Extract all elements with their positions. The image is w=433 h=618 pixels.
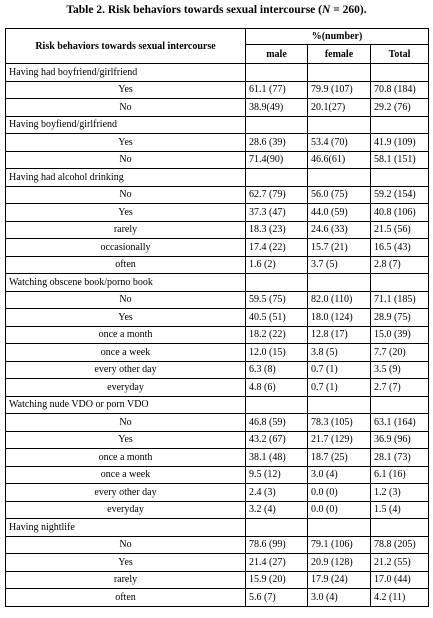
section-title: Having boyfiend/girlfriend — [6, 116, 246, 134]
male-value: 5.6 (7) — [246, 589, 308, 607]
empty-cell — [246, 519, 308, 537]
male-value: 9.5 (12) — [246, 466, 308, 484]
male-value: 40.5 (51) — [246, 309, 308, 327]
table-row — [6, 204, 429, 222]
section-title: Having had boyfriend/girlfriend — [6, 64, 246, 82]
female-value: 21.7 (129) — [308, 431, 371, 449]
empty-cell — [308, 116, 371, 134]
empty-cell — [246, 396, 308, 414]
section-row — [6, 64, 429, 82]
row-label: often — [6, 589, 246, 607]
table-row — [6, 379, 429, 397]
female-value: 82.0 (110) — [308, 291, 371, 309]
male-value: 28.6 (39) — [246, 134, 308, 152]
table-row — [6, 291, 429, 309]
header-total: Total — [371, 45, 429, 64]
row-label: often — [6, 256, 246, 274]
total-value: 21.2 (55) — [371, 554, 429, 572]
male-value: 12.0 (15) — [246, 344, 308, 362]
total-value: 2.8 (7) — [371, 256, 429, 274]
male-value: 37.3 (47) — [246, 204, 308, 222]
section-title: Watching obscene book/porno book — [6, 274, 246, 292]
table-row — [6, 589, 429, 607]
header-female: female — [308, 45, 371, 64]
female-value: 0.7 (1) — [308, 379, 371, 397]
table-row — [6, 361, 429, 379]
female-value: 0.0 (0) — [308, 484, 371, 502]
empty-cell — [371, 274, 429, 292]
female-value: 12.8 (17) — [308, 326, 371, 344]
female-value: 18.7 (25) — [308, 449, 371, 467]
female-value: 78.3 (105) — [308, 414, 371, 432]
table-row — [6, 501, 429, 519]
total-value: 7.7 (20) — [371, 344, 429, 362]
table-title-n-symbol: N — [322, 4, 331, 16]
female-value: 15.7 (21) — [308, 239, 371, 257]
row-label: once a week — [6, 466, 246, 484]
female-value: 18.0 (124) — [308, 309, 371, 327]
table-row — [6, 344, 429, 362]
male-value: 18.3 (23) — [246, 221, 308, 239]
row-label: once a week — [6, 344, 246, 362]
table-row — [6, 239, 429, 257]
female-value: 44.0 (59) — [308, 204, 371, 222]
male-value: 59.5 (75) — [246, 291, 308, 309]
female-value: 20.9 (128) — [308, 554, 371, 572]
section-row — [6, 519, 429, 537]
empty-cell — [308, 64, 371, 82]
total-value: 3.5 (9) — [371, 361, 429, 379]
table-title-prefix: Table 2. Risk behaviors towards sexual intercourse ( — [66, 4, 322, 16]
row-label: Yes — [6, 431, 246, 449]
male-value: 78.6 (99) — [246, 536, 308, 554]
female-value: 3.0 (4) — [308, 466, 371, 484]
table-row — [6, 554, 429, 572]
empty-cell — [246, 64, 308, 82]
total-value: 15.0 (39) — [371, 326, 429, 344]
total-value: 29.2 (76) — [371, 99, 429, 117]
row-label: No — [6, 186, 246, 204]
row-label: Yes — [6, 134, 246, 152]
total-value: 16.5 (43) — [371, 239, 429, 257]
row-label: Yes — [6, 554, 246, 572]
total-value: 1.2 (3) — [371, 484, 429, 502]
table-row — [6, 221, 429, 239]
header-row-label: Risk behaviors towards sexual intercourse — [6, 29, 246, 64]
total-value: 78.8 (205) — [371, 536, 429, 554]
table-row — [6, 449, 429, 467]
table-row — [6, 431, 429, 449]
section-row — [6, 396, 429, 414]
row-label: No — [6, 99, 246, 117]
section-row — [6, 169, 429, 187]
empty-cell — [308, 169, 371, 187]
empty-cell — [246, 169, 308, 187]
header-male: male — [246, 45, 308, 64]
male-value: 3.2 (4) — [246, 501, 308, 519]
row-label: Yes — [6, 204, 246, 222]
total-value: 59.2 (154) — [371, 186, 429, 204]
male-value: 4.8 (6) — [246, 379, 308, 397]
header-group-label: %(number) — [246, 29, 429, 45]
male-value: 62.7 (79) — [246, 186, 308, 204]
total-value: 2.7 (7) — [371, 379, 429, 397]
empty-cell — [371, 169, 429, 187]
female-value: 24.6 (33) — [308, 221, 371, 239]
female-value: 0.7 (1) — [308, 361, 371, 379]
table-row — [6, 326, 429, 344]
row-label: Yes — [6, 81, 246, 99]
male-value: 1.6 (2) — [246, 256, 308, 274]
row-label: rarely — [6, 571, 246, 589]
empty-cell — [246, 116, 308, 134]
row-label: No — [6, 291, 246, 309]
total-value: 4.2 (11) — [371, 589, 429, 607]
total-value: 58.1 (151) — [371, 151, 429, 169]
total-value: 71.1 (185) — [371, 291, 429, 309]
table-row — [6, 256, 429, 274]
male-value: 6.3 (8) — [246, 361, 308, 379]
female-value: 53.4 (70) — [308, 134, 371, 152]
total-value: 40.8 (106) — [371, 204, 429, 222]
male-value: 18.2 (22) — [246, 326, 308, 344]
male-value: 17.4 (22) — [246, 239, 308, 257]
female-value: 20.1(27) — [308, 99, 371, 117]
risk-behaviors-table-body — [6, 29, 429, 607]
row-label: everyday — [6, 379, 246, 397]
table-row — [6, 309, 429, 327]
female-value: 17.9 (24) — [308, 571, 371, 589]
empty-cell — [371, 396, 429, 414]
section-row — [6, 116, 429, 134]
table-row — [6, 99, 429, 117]
male-value: 61.1 (77) — [246, 81, 308, 99]
row-label: once a month — [6, 449, 246, 467]
header-row — [6, 29, 429, 45]
row-label: No — [6, 414, 246, 432]
section-row — [6, 274, 429, 292]
female-value: 0.0 (0) — [308, 501, 371, 519]
total-value: 28.9 (75) — [371, 309, 429, 327]
total-value: 63.1 (164) — [371, 414, 429, 432]
empty-cell — [371, 64, 429, 82]
row-label: everyday — [6, 501, 246, 519]
section-title: Having nightlife — [6, 519, 246, 537]
total-value: 6.1 (16) — [371, 466, 429, 484]
row-label: once a month — [6, 326, 246, 344]
table-row — [6, 571, 429, 589]
empty-cell — [246, 274, 308, 292]
table-row — [6, 414, 429, 432]
table-row — [6, 186, 429, 204]
table-row — [6, 134, 429, 152]
male-value: 2.4 (3) — [246, 484, 308, 502]
total-value: 36.9 (96) — [371, 431, 429, 449]
total-value: 41.9 (109) — [371, 134, 429, 152]
row-label: occasionally — [6, 239, 246, 257]
female-value: 3.7 (5) — [308, 256, 371, 274]
total-value: 70.8 (184) — [371, 81, 429, 99]
total-value: 28.1 (73) — [371, 449, 429, 467]
total-value: 1.5 (4) — [371, 501, 429, 519]
total-value: 17.0 (44) — [371, 571, 429, 589]
table-row — [6, 151, 429, 169]
male-value: 43.2 (67) — [246, 431, 308, 449]
male-value: 46.8 (59) — [246, 414, 308, 432]
empty-cell — [308, 396, 371, 414]
row-label: rarely — [6, 221, 246, 239]
empty-cell — [308, 274, 371, 292]
female-value: 79.1 (106) — [308, 536, 371, 554]
section-title: Watching nude VDO or porn VDO — [6, 396, 246, 414]
table-row — [6, 466, 429, 484]
empty-cell — [308, 519, 371, 537]
row-label: No — [6, 151, 246, 169]
table-row — [6, 484, 429, 502]
female-value: 56.0 (75) — [308, 186, 371, 204]
female-value: 3.8 (5) — [308, 344, 371, 362]
female-value: 46.6(61) — [308, 151, 371, 169]
female-value: 3.0 (4) — [308, 589, 371, 607]
row-label: No — [6, 536, 246, 554]
risk-behaviors-table — [5, 28, 429, 607]
table-row — [6, 81, 429, 99]
row-label: Yes — [6, 309, 246, 327]
table-row — [6, 536, 429, 554]
male-value: 71.4(90) — [246, 151, 308, 169]
total-value: 21.5 (56) — [371, 221, 429, 239]
row-label: every other day — [6, 361, 246, 379]
female-value: 79.9 (107) — [308, 81, 371, 99]
empty-cell — [371, 116, 429, 134]
male-value: 15.9 (20) — [246, 571, 308, 589]
table-title-suffix: = 260). — [330, 4, 367, 16]
section-title: Having had alcohol drinking — [6, 169, 246, 187]
male-value: 38.9(49) — [246, 99, 308, 117]
male-value: 21.4 (27) — [246, 554, 308, 572]
male-value: 38.1 (48) — [246, 449, 308, 467]
row-label: every other day — [6, 484, 246, 502]
empty-cell — [371, 519, 429, 537]
table-title — [0, 4, 433, 16]
